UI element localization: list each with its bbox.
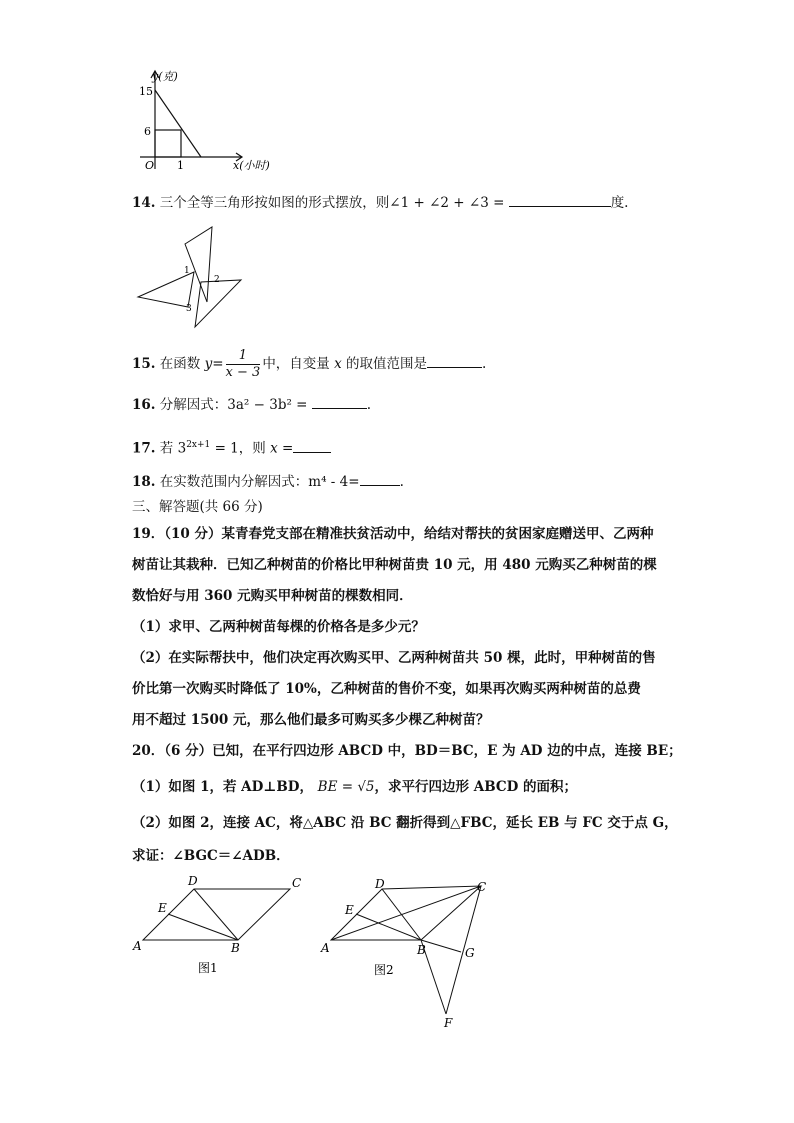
graph-line — [155, 90, 201, 157]
q20-part-2-line-2: 求证：∠BGC＝∠ADB． — [132, 848, 290, 864]
graph-rect — [155, 130, 181, 157]
angle-label-1: 1 — [184, 266, 190, 276]
q18-answer-blank[interactable] — [360, 471, 400, 486]
function-graph — [130, 65, 290, 180]
q19-part-1: （1）求甲、乙两种树苗每棵的价格各是多少元？ — [132, 619, 425, 635]
fig2-label-a: A — [321, 941, 330, 955]
question-17 — [132, 435, 331, 459]
angle-label-2: 2 — [214, 275, 220, 285]
q14-text: 三个全等三角形按如图的形式摆放，则∠1 + ∠2 + ∠3 = — [159, 195, 505, 211]
fig1-caption: 图1 — [198, 961, 218, 975]
q18-text: 在实数范围内分解因式：m⁴ - 4= — [159, 474, 360, 490]
q15-suffix: 的取值范围是 — [346, 356, 428, 372]
q20-part-1-suffix: ，求平行四边形 ABCD 的面积； — [374, 779, 578, 795]
x-tick-1: 1 — [177, 159, 184, 172]
q19-part-2-line-2: 价比第一次购买时降低了 10%，乙种树苗的售价不变，如果再次购买两种树苗的总费 — [132, 681, 641, 697]
q20-part-2-line-1: （2）如图 2，连接 AC，将△ABC 沿 BC 翻折得到△FBC，延长 EB 与 FC 交于点 G， — [132, 815, 678, 831]
q15-denominator: x − 3 — [225, 365, 261, 380]
section-3-title: 三、解答题(共 66 分) — [132, 499, 263, 515]
fig2-label-c: C — [477, 880, 487, 894]
question-15 — [132, 346, 486, 382]
q17-exponent: 2x+1 — [186, 440, 211, 450]
q14-unit: 度. — [610, 195, 629, 211]
q17-mid: = 1，则 — [214, 440, 266, 457]
figure-2 — [318, 872, 503, 1037]
q20-part-1-math: BE = √5 — [317, 779, 375, 795]
q15-numerator: 1 — [226, 348, 261, 365]
q15-fraction — [226, 348, 261, 381]
figure-1 — [130, 872, 310, 982]
q14-answer-blank[interactable] — [509, 192, 611, 207]
q15-prefix: 在函数 — [159, 356, 201, 372]
question-14 — [132, 192, 628, 213]
triangles-figure — [135, 222, 245, 332]
fig2-label-f: F — [444, 1016, 453, 1030]
q15-middle: 中，自变量 — [262, 356, 330, 372]
q15-func-var: y — [204, 356, 213, 372]
q19-line-2: 树苗让其栽种．已知乙种树苗的价格比甲种树苗贵 10 元，用 480 元购买乙种树苗的棵 — [132, 557, 657, 573]
q16-end: . — [366, 397, 372, 413]
fig2-label-d: D — [375, 877, 385, 891]
question-18 — [132, 471, 404, 492]
q18-end: . — [399, 474, 404, 490]
q17-number: 17. — [132, 440, 156, 457]
fig2-label-g: G — [465, 946, 475, 960]
y-axis-label: y(克) — [152, 70, 178, 83]
q19-line-3: 数恰好与用 360 元购买甲种树苗的棵数相同． — [132, 588, 413, 604]
q19-part-2-line-3: 用不超过 1500 元，那么他们最多可购买多少棵乙种树苗？ — [132, 712, 490, 728]
y-tick-15: 15 — [139, 85, 153, 98]
q16-expr: 3a² − 3b² = — [227, 397, 308, 413]
q17-eq: = — [281, 440, 294, 457]
q17-prefix: 若 — [159, 440, 174, 457]
q15-eq: = — [212, 356, 224, 372]
q15-answer-blank[interactable] — [427, 353, 482, 368]
q20-line-1: 20．（6 分）已知，在平行四边形 ABCD 中，BD＝BC，E 为 AD 边的中点，连接 BE； — [132, 743, 682, 759]
fig1-label-e: E — [158, 901, 167, 915]
q20-part-1 — [132, 777, 577, 797]
q17-base: 3 — [177, 440, 187, 457]
fig2-caption: 图2 — [374, 963, 394, 977]
fig1-label-d: D — [188, 874, 198, 888]
fig2-label-e: E — [345, 903, 354, 917]
q15-var: x — [334, 356, 342, 372]
q17-var: x — [270, 440, 278, 457]
origin-label: O — [145, 159, 155, 172]
q18-number: 18. — [132, 474, 156, 490]
q19-line-1: 19．（10 分）某青春党支部在精准扶贫活动中，给结对帮扶的贫困家庭赠送甲、乙两种 — [132, 526, 654, 542]
q14-number: 14. — [132, 195, 156, 211]
q20-part-1-prefix: （1）如图 1，若 AD⊥BD， — [132, 779, 313, 795]
q16-text: 分解因式： — [159, 397, 228, 413]
x-axis-label: x(小时) — [233, 159, 270, 172]
fig1-label-b: B — [231, 941, 240, 955]
q16-number: 16. — [132, 397, 156, 413]
q16-answer-blank[interactable] — [312, 394, 367, 409]
angle-label-3: 3 — [186, 304, 192, 314]
q17-answer-blank[interactable] — [293, 438, 331, 453]
question-16 — [132, 394, 371, 415]
q15-end: . — [482, 356, 487, 372]
q19-part-2-line-1: （2）在实际帮扶中，他们决定再次购买甲、乙两种树苗共 50 棵，此时，甲种树苗的售 — [132, 650, 656, 666]
q15-number: 15. — [132, 356, 156, 372]
fig1-label-c: C — [292, 876, 302, 890]
y-tick-6: 6 — [144, 125, 151, 138]
fig1-label-a: A — [133, 939, 142, 953]
fig2-label-b: B — [417, 943, 426, 957]
